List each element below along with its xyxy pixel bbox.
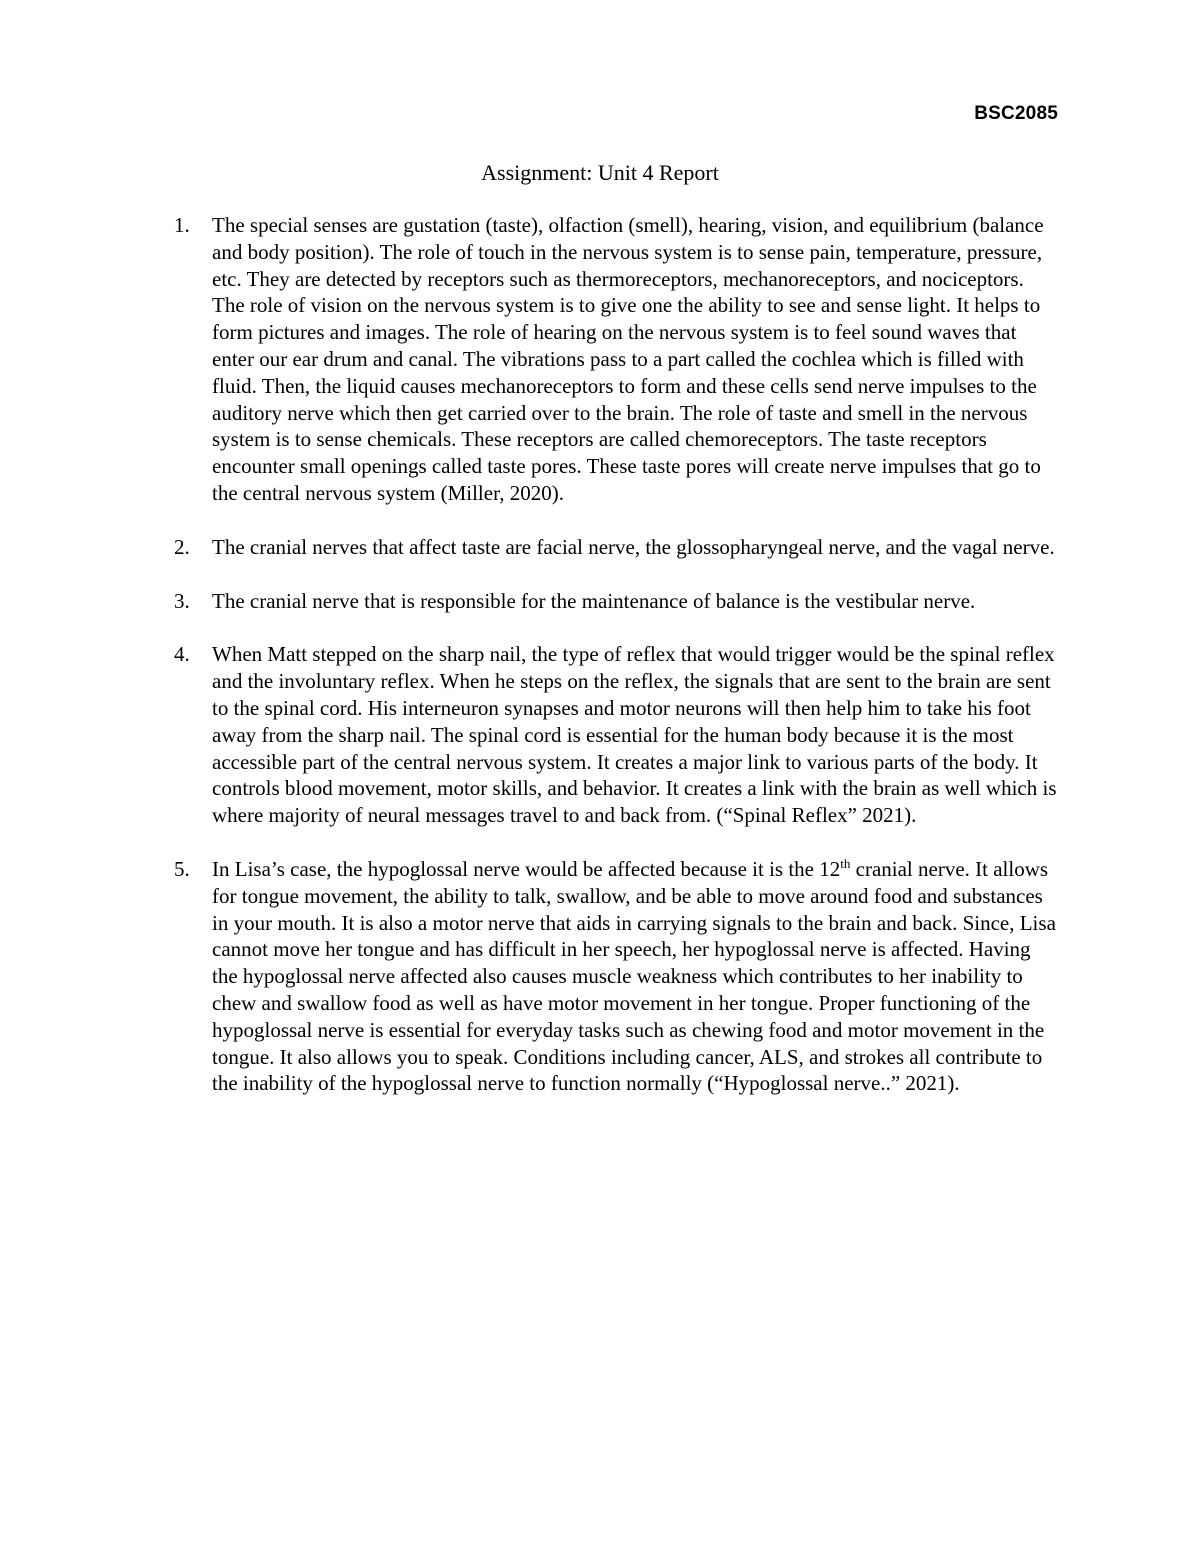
item-number: 4. [174, 642, 190, 667]
ordinal-superscript: th [840, 855, 851, 871]
list-item [174, 534, 1060, 561]
list-item [174, 641, 1060, 829]
course-code: BSC2085 [974, 103, 1058, 124]
item-text: The cranial nerve that is responsible for the maintenance of balance is the vestibular nerve. [212, 588, 976, 613]
item-number: 3. [174, 588, 190, 613]
item-text-start: In Lisa’s case, the hypoglossal nerve would be affected because it is the 12 [212, 856, 841, 881]
answer-list [174, 212, 1060, 1124]
item-text: The cranial nerves that affect taste are facial nerve, the glossopharyngeal nerve, and the vagal nerve. [212, 534, 1055, 559]
list-item [174, 212, 1060, 507]
item-number: 2. [174, 534, 190, 559]
item-number: 1. [174, 213, 190, 237]
item-text: When Matt stepped on the sharp nail, the type of reflex that would trigger would be the spinal reflex and the involuntary reflex. When he steps on the reflex, the signals that are sent to the brain are sent to the spinal cord. His interneuron synapses and motor neurons will then help him to take his foot away from the sharp nail. The spinal cord is essential for the human body because it is the most accessible part of the central nervous system. It creates a major link to various parts of the body. It controls blood movement, motor skills, and behavior. It creates a link with the brain as well which is where majority of neural messages travel to and back from. (“Spinal Reflex” 2021). [212, 642, 1057, 828]
item-text-end: cranial nerve. It allows for tongue movement, the ability to talk, swallow, and be able to move around food and substances in your mouth. It is also a motor nerve that aids in carrying signals to the brain and back. Since, Lisa cannot move her tongue and has difficult in her speech, her hypoglossal nerve is affected. Having the hypoglossal nerve affected also causes muscle weakness which contributes to her inability to chew and swallow food as well as have motor movement in her tongue. Proper functioning of the hypoglossal nerve is essential for everyday tasks such as chewing food and motor movement in the tongue. It also allows you to speak. Conditions including cancer, ALS, and strokes all contribute to the inability of the hypoglossal nerve to function normally (“Hypoglossal nerve..” 2021). [212, 856, 1056, 1096]
page-title: Assignment: Unit 4 Report [481, 160, 719, 185]
list-item [174, 855, 1060, 1097]
item-number: 5. [174, 856, 190, 881]
item-text: The special senses are gustation (taste), olfaction (smell), hearing, vision, and equilibrium (balance and body position). The role of touch in the nervous system is to sense pain, temperature, pressure, etc. They are detected by receptors such as thermoreceptors, mechanoreceptors, and nociceptors. The role of vision on the nervous system is to give one the ability to see and sense light. It helps to form pictures and images. The role of hearing on the nervous system is to feel sound waves that enter our ear drum and canal. The vibrations pass to a part called the cochlea which is filled with fluid. Then, the liquid causes mechanoreceptors to form and these cells send nerve impulses to the auditory nerve which then get carried over to the brain. The role of taste and smell in the nervous system is to sense chemicals. These receptors are called chemoreceptors. The taste receptors encounter small openings called taste pores. These taste pores will create nerve impulses that go to the central nervous system (Miller, 2020). [212, 213, 1044, 505]
list-item [174, 588, 1060, 615]
